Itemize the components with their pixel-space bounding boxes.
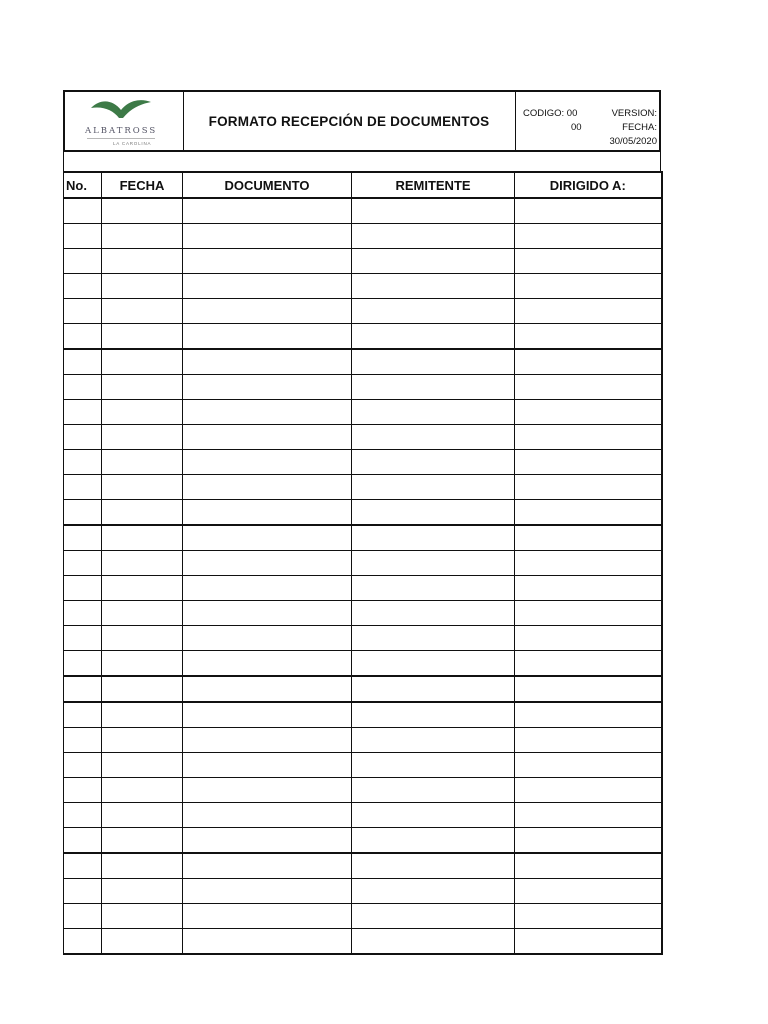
cell-remitente[interactable]	[352, 676, 515, 702]
codigo-label: CODIGO: 00	[523, 108, 578, 119]
cell-documento[interactable]	[183, 728, 352, 753]
cell-documento[interactable]	[183, 929, 352, 955]
cell-no[interactable]	[64, 500, 102, 526]
cell-no[interactable]	[64, 702, 102, 728]
cell-remitente[interactable]	[352, 475, 515, 500]
cell-dirigido[interactable]	[515, 375, 662, 400]
cell-documento[interactable]	[183, 475, 352, 500]
cell-no[interactable]	[64, 753, 102, 778]
cell-documento[interactable]	[183, 626, 352, 651]
cell-no[interactable]	[64, 728, 102, 753]
document-header	[63, 90, 661, 152]
cell-dirigido[interactable]	[515, 879, 662, 904]
cell-fecha[interactable]	[102, 904, 183, 929]
cell-documento[interactable]	[183, 853, 352, 879]
cell-dirigido[interactable]	[515, 450, 662, 475]
cell-no[interactable]	[64, 626, 102, 651]
cell-fecha[interactable]	[102, 375, 183, 400]
cell-dirigido[interactable]	[515, 904, 662, 929]
reception-table	[63, 171, 663, 955]
cell-documento[interactable]	[183, 400, 352, 425]
column-header-remitente: REMITENTE	[352, 172, 515, 198]
cell-dirigido[interactable]	[515, 803, 662, 828]
cell-fecha[interactable]	[102, 224, 183, 249]
table-row	[64, 601, 662, 626]
logo-name: ALBATROSS	[85, 126, 158, 136]
cell-remitente[interactable]	[352, 249, 515, 274]
cell-remitente[interactable]	[352, 525, 515, 551]
cell-no[interactable]	[64, 929, 102, 955]
table-row	[64, 425, 662, 450]
table-row	[64, 450, 662, 475]
table-row	[64, 249, 662, 274]
cell-dirigido[interactable]	[515, 929, 662, 955]
cell-fecha[interactable]	[102, 753, 183, 778]
cell-no[interactable]	[64, 299, 102, 324]
fecha-label: FECHA:	[622, 122, 657, 133]
cell-fecha[interactable]	[102, 728, 183, 753]
cell-remitente[interactable]	[352, 803, 515, 828]
table-row	[64, 904, 662, 929]
cell-documento[interactable]	[183, 525, 352, 551]
cell-documento[interactable]	[183, 299, 352, 324]
cell-documento[interactable]	[183, 324, 352, 350]
cell-fecha[interactable]	[102, 576, 183, 601]
cell-fecha[interactable]	[102, 274, 183, 299]
cell-dirigido[interactable]	[515, 676, 662, 702]
cell-documento[interactable]	[183, 601, 352, 626]
cell-no[interactable]	[64, 475, 102, 500]
cell-no[interactable]	[64, 324, 102, 350]
cell-no[interactable]	[64, 400, 102, 425]
cell-dirigido[interactable]	[515, 324, 662, 350]
cell-fecha[interactable]	[102, 828, 183, 854]
cell-remitente[interactable]	[352, 551, 515, 576]
cell-dirigido[interactable]	[515, 651, 662, 677]
cell-fecha[interactable]	[102, 349, 183, 375]
table-row	[64, 626, 662, 651]
table-row	[64, 224, 662, 249]
cell-dirigido[interactable]	[515, 828, 662, 854]
table-row	[64, 778, 662, 803]
logo-cell	[65, 92, 184, 150]
cell-documento[interactable]	[183, 904, 352, 929]
cell-documento[interactable]	[183, 803, 352, 828]
cell-remitente[interactable]	[352, 753, 515, 778]
cell-remitente[interactable]	[352, 778, 515, 803]
cell-no[interactable]	[64, 551, 102, 576]
cell-dirigido[interactable]	[515, 702, 662, 728]
cell-no[interactable]	[64, 853, 102, 879]
cell-no[interactable]	[64, 198, 102, 224]
cell-no[interactable]	[64, 651, 102, 677]
cell-remitente[interactable]	[352, 198, 515, 224]
cell-documento[interactable]	[183, 576, 352, 601]
title-cell	[183, 92, 516, 150]
cell-no[interactable]	[64, 879, 102, 904]
cell-dirigido[interactable]	[515, 576, 662, 601]
cell-no[interactable]	[64, 375, 102, 400]
cell-documento[interactable]	[183, 676, 352, 702]
cell-no[interactable]	[64, 576, 102, 601]
cell-fecha[interactable]	[102, 299, 183, 324]
codigo-value: 00	[571, 122, 582, 133]
cell-remitente[interactable]	[352, 576, 515, 601]
cell-dirigido[interactable]	[515, 728, 662, 753]
cell-fecha[interactable]	[102, 626, 183, 651]
cell-no[interactable]	[64, 803, 102, 828]
cell-dirigido[interactable]	[515, 299, 662, 324]
cell-fecha[interactable]	[102, 551, 183, 576]
fecha-value: 30/05/2020	[609, 136, 657, 147]
cell-documento[interactable]	[183, 828, 352, 854]
table-body	[64, 198, 662, 954]
table-row	[64, 500, 662, 526]
table-row	[64, 929, 662, 955]
cell-fecha[interactable]	[102, 803, 183, 828]
cell-dirigido[interactable]	[515, 626, 662, 651]
table-row	[64, 400, 662, 425]
cell-dirigido[interactable]	[515, 349, 662, 375]
cell-documento[interactable]	[183, 702, 352, 728]
cell-remitente[interactable]	[352, 375, 515, 400]
cell-documento[interactable]	[183, 551, 352, 576]
table-row	[64, 375, 662, 400]
table-header-row	[64, 172, 662, 198]
cell-fecha[interactable]	[102, 198, 183, 224]
table-row	[64, 349, 662, 375]
logo-divider	[87, 138, 155, 139]
cell-fecha[interactable]	[102, 879, 183, 904]
cell-documento[interactable]	[183, 450, 352, 475]
cell-documento[interactable]	[183, 198, 352, 224]
cell-fecha[interactable]	[102, 853, 183, 879]
cell-documento[interactable]	[183, 425, 352, 450]
cell-dirigido[interactable]	[515, 778, 662, 803]
cell-fecha[interactable]	[102, 778, 183, 803]
cell-no[interactable]	[64, 274, 102, 299]
cell-no[interactable]	[64, 778, 102, 803]
table-row	[64, 274, 662, 299]
cell-remitente[interactable]	[352, 728, 515, 753]
cell-dirigido[interactable]	[515, 198, 662, 224]
table-row	[64, 803, 662, 828]
cell-remitente[interactable]	[352, 349, 515, 375]
cell-fecha[interactable]	[102, 601, 183, 626]
cell-fecha[interactable]	[102, 450, 183, 475]
document-sheet	[63, 90, 661, 955]
cell-dirigido[interactable]	[515, 249, 662, 274]
table-row	[64, 702, 662, 728]
cell-dirigido[interactable]	[515, 500, 662, 526]
cell-fecha[interactable]	[102, 676, 183, 702]
cell-documento[interactable]	[183, 249, 352, 274]
cell-documento[interactable]	[183, 224, 352, 249]
cell-remitente[interactable]	[352, 425, 515, 450]
cell-dirigido[interactable]	[515, 853, 662, 879]
cell-remitente[interactable]	[352, 626, 515, 651]
cell-fecha[interactable]	[102, 525, 183, 551]
table-row	[64, 475, 662, 500]
table-row	[64, 676, 662, 702]
cell-fecha[interactable]	[102, 651, 183, 677]
table-row	[64, 324, 662, 350]
cell-documento[interactable]	[183, 778, 352, 803]
table-row	[64, 576, 662, 601]
table-row	[64, 551, 662, 576]
cell-documento[interactable]	[183, 274, 352, 299]
version-label: VERSION:	[611, 108, 657, 119]
cell-no[interactable]	[64, 676, 102, 702]
cell-documento[interactable]	[183, 375, 352, 400]
cell-remitente[interactable]	[352, 853, 515, 879]
cell-no[interactable]	[64, 601, 102, 626]
table-row	[64, 879, 662, 904]
table-row	[64, 728, 662, 753]
cell-no[interactable]	[64, 828, 102, 854]
cell-fecha[interactable]	[102, 400, 183, 425]
cell-remitente[interactable]	[352, 904, 515, 929]
cell-dirigido[interactable]	[515, 601, 662, 626]
cell-remitente[interactable]	[352, 324, 515, 350]
cell-remitente[interactable]	[352, 702, 515, 728]
cell-fecha[interactable]	[102, 324, 183, 350]
table-row	[64, 753, 662, 778]
table-row	[64, 853, 662, 879]
code-cell	[515, 92, 659, 150]
cell-no[interactable]	[64, 450, 102, 475]
cell-fecha[interactable]	[102, 475, 183, 500]
cell-dirigido[interactable]	[515, 475, 662, 500]
bird-icon	[89, 96, 153, 120]
cell-dirigido[interactable]	[515, 224, 662, 249]
cell-fecha[interactable]	[102, 500, 183, 526]
cell-no[interactable]	[64, 425, 102, 450]
cell-no[interactable]	[64, 525, 102, 551]
albatross-logo	[85, 96, 157, 152]
cell-documento[interactable]	[183, 651, 352, 677]
cell-dirigido[interactable]	[515, 551, 662, 576]
cell-fecha[interactable]	[102, 249, 183, 274]
cell-remitente[interactable]	[352, 400, 515, 425]
table-row	[64, 651, 662, 677]
cell-documento[interactable]	[183, 500, 352, 526]
cell-documento[interactable]	[183, 753, 352, 778]
cell-remitente[interactable]	[352, 651, 515, 677]
cell-no[interactable]	[64, 349, 102, 375]
cell-remitente[interactable]	[352, 450, 515, 475]
cell-fecha[interactable]	[102, 929, 183, 955]
spacer-row	[63, 152, 661, 171]
table-row	[64, 525, 662, 551]
cell-remitente[interactable]	[352, 224, 515, 249]
column-header-documento: DOCUMENTO	[183, 172, 352, 198]
logo-subtitle: LA CAROLINA	[113, 141, 152, 146]
table-row	[64, 198, 662, 224]
cell-dirigido[interactable]	[515, 753, 662, 778]
cell-no[interactable]	[64, 904, 102, 929]
cell-remitente[interactable]	[352, 929, 515, 955]
cell-no[interactable]	[64, 224, 102, 249]
column-header-fecha: FECHA	[102, 172, 183, 198]
table-row	[64, 299, 662, 324]
cell-remitente[interactable]	[352, 274, 515, 299]
cell-dirigido[interactable]	[515, 400, 662, 425]
cell-remitente[interactable]	[352, 500, 515, 526]
cell-dirigido[interactable]	[515, 425, 662, 450]
cell-fecha[interactable]	[102, 425, 183, 450]
column-header-dirigido: DIRIGIDO A:	[515, 172, 662, 198]
document-title: FORMATO RECEPCIÓN DE DOCUMENTOS	[208, 113, 490, 129]
cell-documento[interactable]	[183, 879, 352, 904]
cell-remitente[interactable]	[352, 601, 515, 626]
cell-remitente[interactable]	[352, 299, 515, 324]
cell-dirigido[interactable]	[515, 274, 662, 299]
cell-fecha[interactable]	[102, 702, 183, 728]
table-row	[64, 828, 662, 854]
cell-dirigido[interactable]	[515, 525, 662, 551]
column-header-no: No.	[64, 172, 102, 198]
cell-documento[interactable]	[183, 349, 352, 375]
cell-remitente[interactable]	[352, 828, 515, 854]
cell-no[interactable]	[64, 249, 102, 274]
cell-remitente[interactable]	[352, 879, 515, 904]
